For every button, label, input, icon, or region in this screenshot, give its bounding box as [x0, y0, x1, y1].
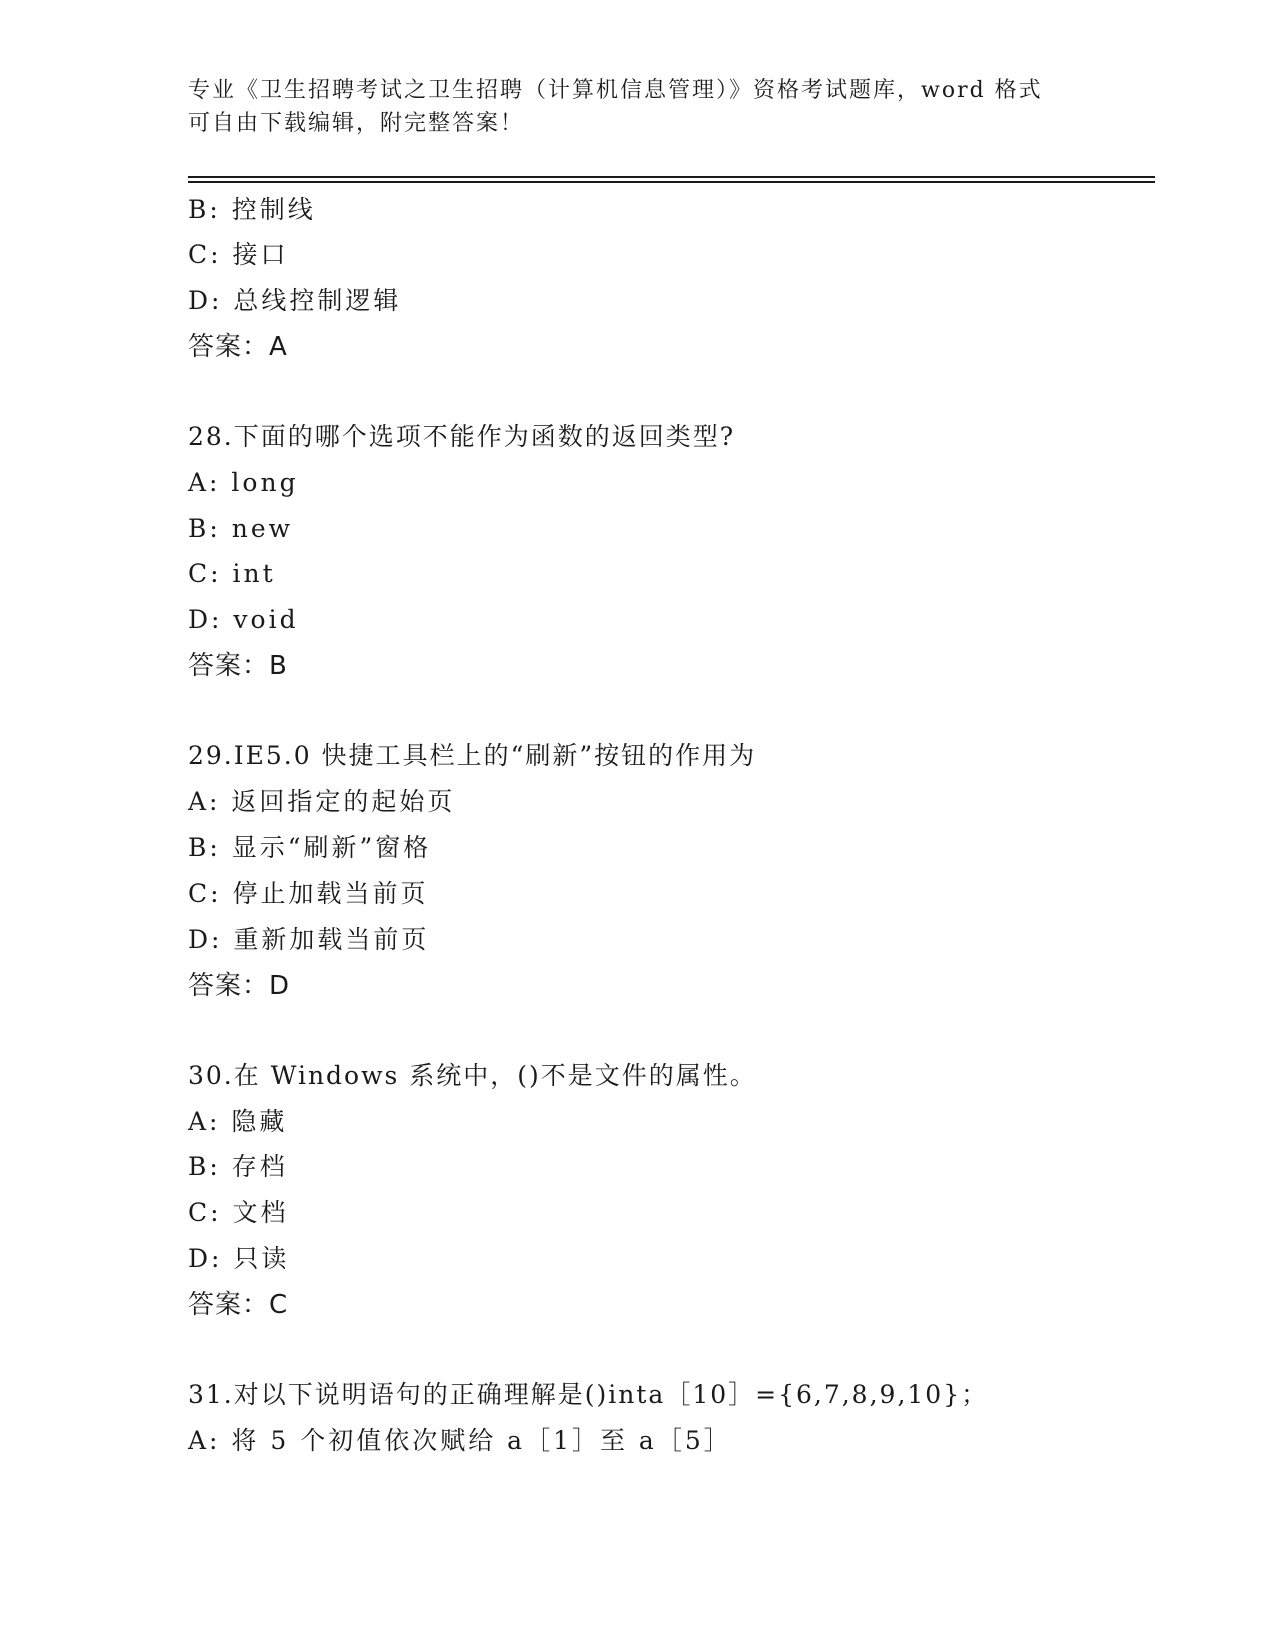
question-29-option-c: C: 停止加载当前页	[188, 879, 429, 908]
question-29-option-d: D: 重新加载当前页	[188, 925, 430, 954]
question-28-stem: 28.下面的哪个选项不能作为函数的返回类型?	[188, 422, 736, 451]
question-31-option-a: A: 将 5 个初值依次赋给 a［1］至 a［5］	[188, 1426, 732, 1455]
question-30-option-b: B: 存档	[188, 1152, 288, 1181]
prev-option-c: C: 接口	[188, 240, 289, 269]
document-header	[188, 74, 1088, 140]
question-28-option-b: B: new	[188, 514, 294, 543]
header-line-1: 专业《卫生招聘考试之卫生招聘（计算机信息管理）》资格考试题库，word 格式	[188, 78, 1043, 103]
question-29-option-a: A: 返回指定的起始页	[188, 787, 456, 816]
question-31-stem: 31.对以下说明语句的正确理解是()inta［10］={6,7,8,9,10}；	[188, 1380, 989, 1409]
question-29-option-b: B: 显示“刷新”窗格	[188, 833, 432, 862]
question-30-stem: 30.在 Windows 系统中，()不是文件的属性。	[188, 1061, 757, 1090]
prev-answer: 答案：A	[188, 332, 288, 362]
question-28-option-a: A: long	[188, 468, 299, 497]
question-29-stem: 29.IE5.0 快捷工具栏上的“刷新”按钮的作用为	[188, 741, 757, 770]
question-28-answer: 答案：B	[188, 651, 288, 681]
header-divider-bottom	[188, 181, 1155, 183]
header-line-2: 可自由下载编辑，附完整答案！	[188, 111, 525, 136]
header-divider-top	[188, 176, 1155, 178]
question-30-answer: 答案：C	[188, 1290, 289, 1320]
question-29-answer: 答案：D	[188, 971, 291, 1001]
prev-option-d: D: 总线控制逻辑	[188, 286, 402, 315]
question-28-option-c: C: int	[188, 559, 276, 588]
question-28-option-d: D: void	[188, 605, 299, 634]
question-30-option-a: A: 隐藏	[188, 1107, 288, 1136]
question-30-option-d: D: 只读	[188, 1244, 290, 1273]
question-30-option-c: C: 文档	[188, 1198, 289, 1227]
prev-option-b: B: 控制线	[188, 195, 316, 224]
